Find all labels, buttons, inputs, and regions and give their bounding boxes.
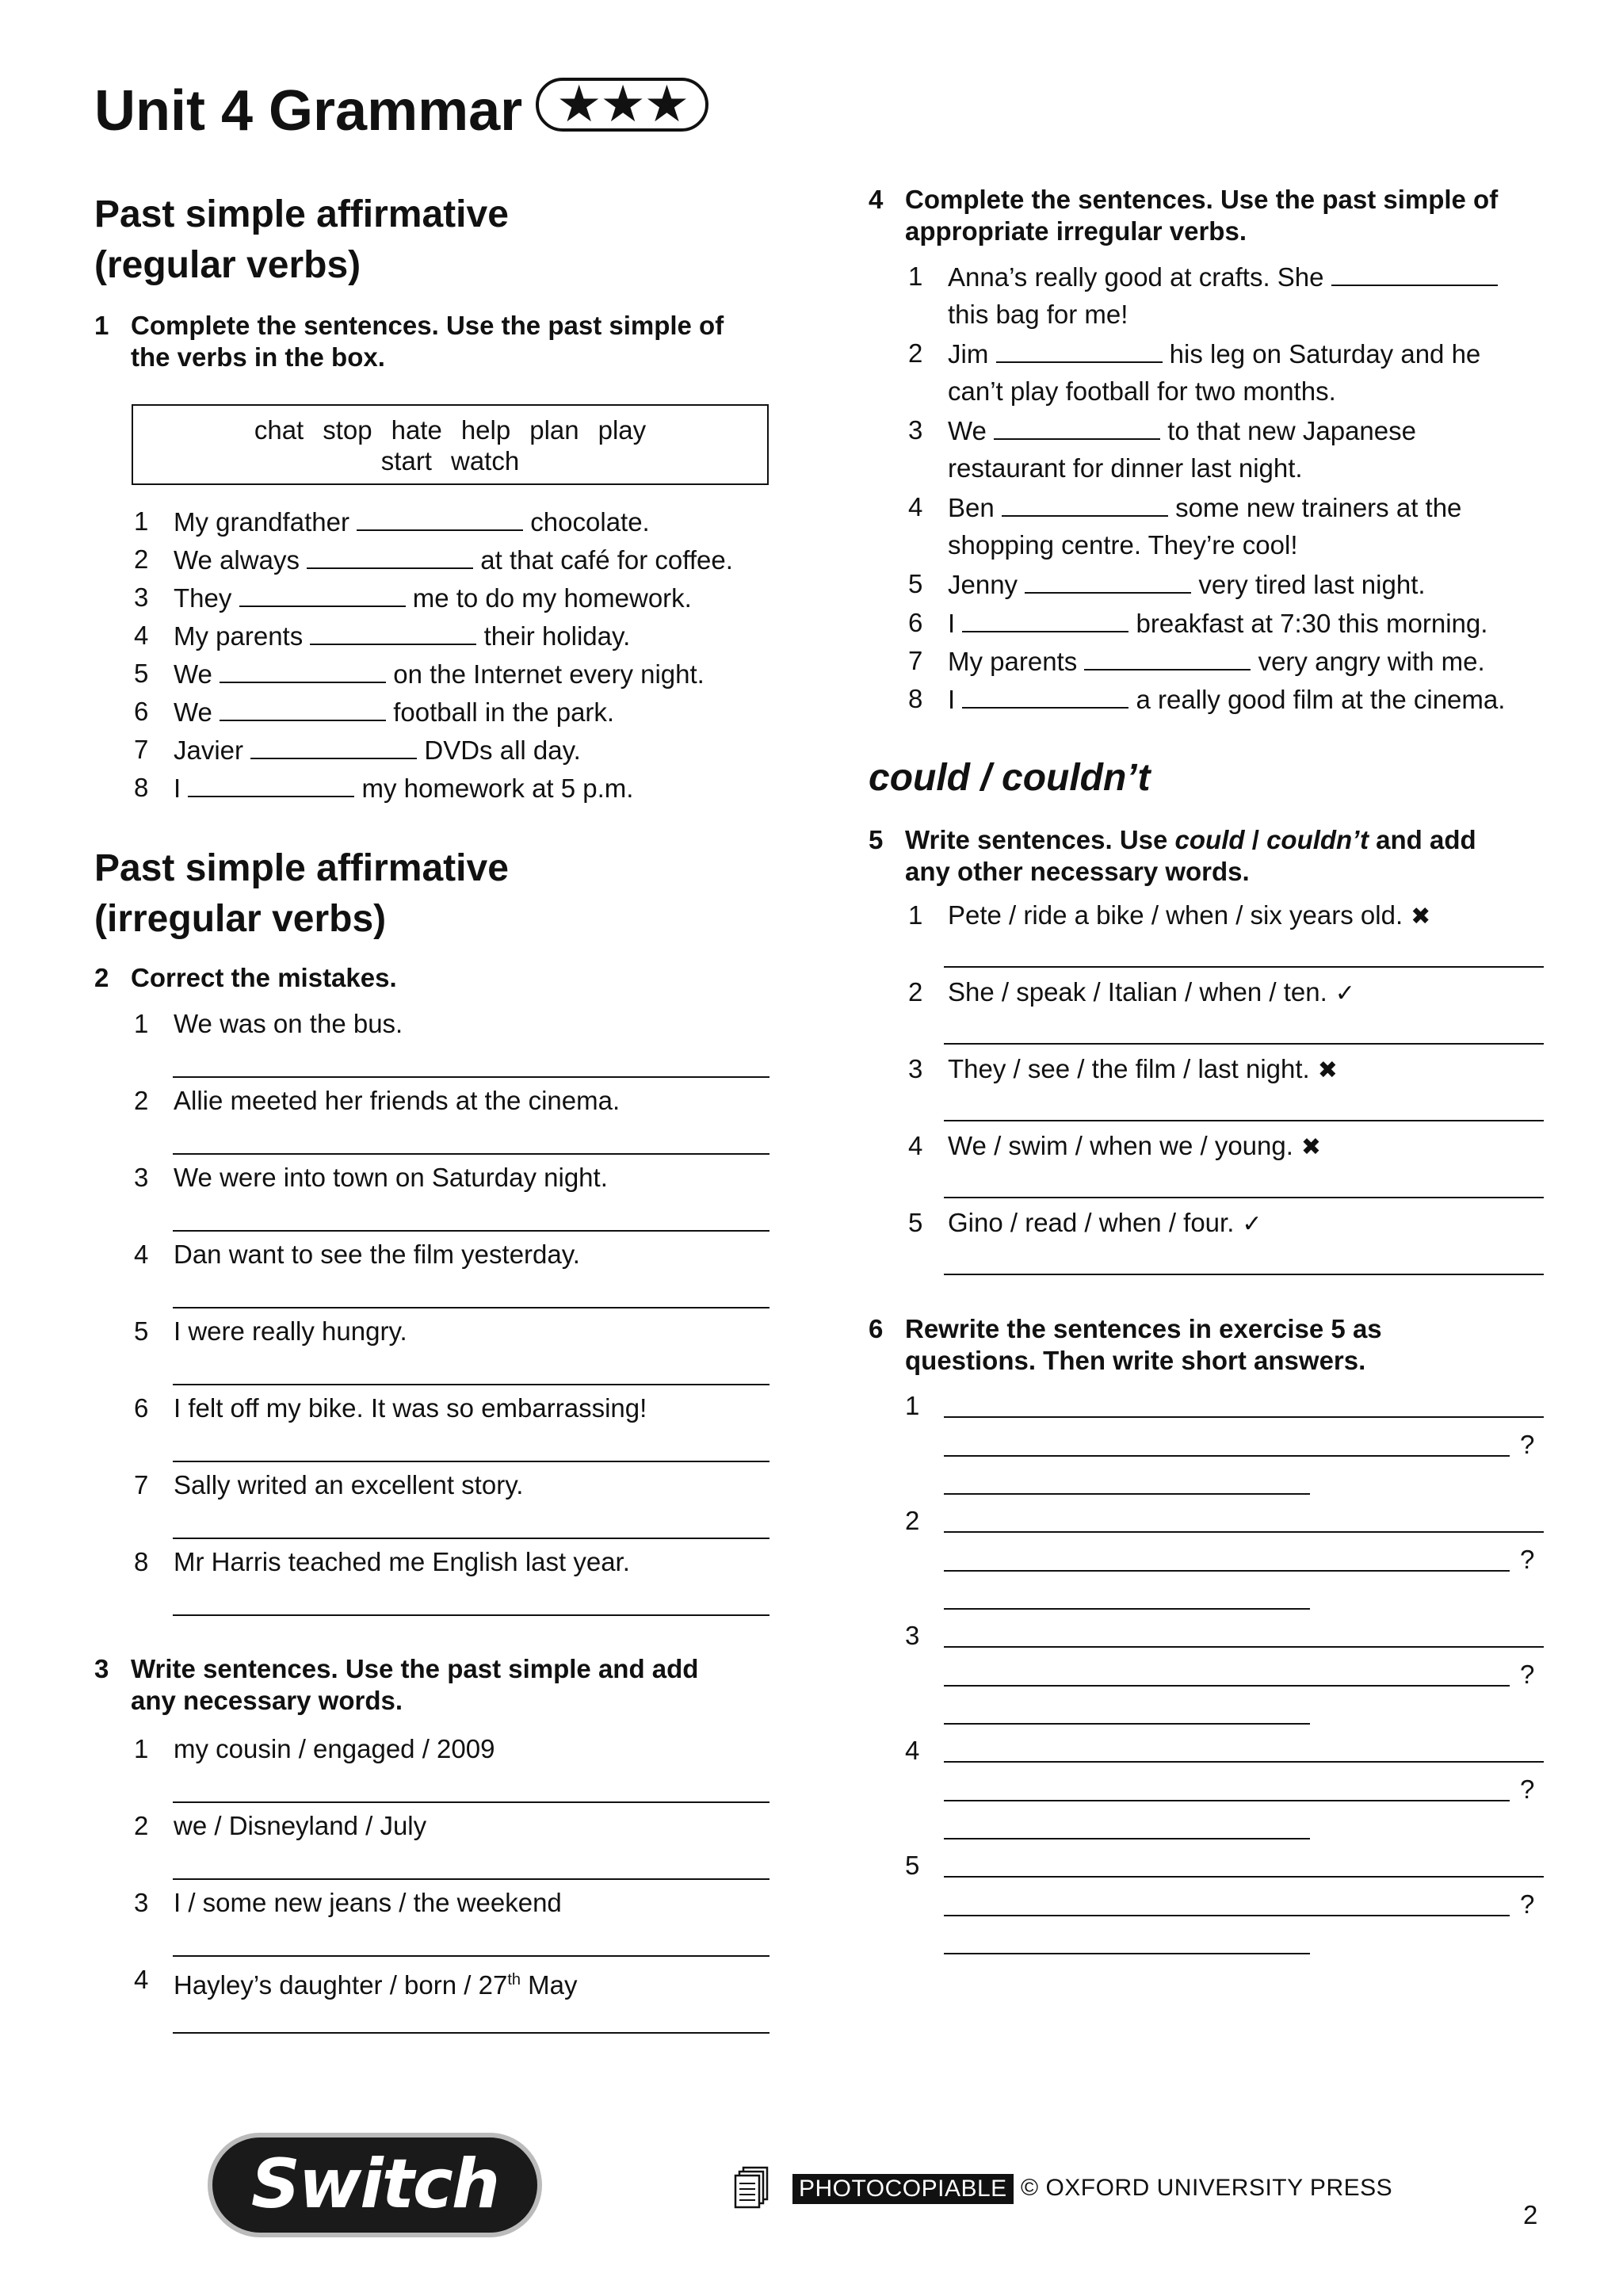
- item-number: 7: [134, 735, 149, 764]
- item-text-line-2: restaurant for dinner last night.: [948, 453, 1303, 483]
- item-number: 6: [908, 608, 923, 637]
- item-text: Sally writed an excellent story.: [174, 1470, 524, 1499]
- question-mark: ?: [1520, 1775, 1535, 1804]
- item-text: very tired last night.: [1198, 570, 1426, 599]
- word-box-row-2: [133, 445, 767, 476]
- answer-line[interactable]: [944, 1685, 1510, 1687]
- item-text: We / swim / when we / young.: [948, 1131, 1293, 1160]
- item-text: we / Disneyland / July: [174, 1811, 427, 1840]
- answer-line[interactable]: [173, 1076, 769, 1078]
- word: chat: [254, 415, 304, 445]
- item-number: 3: [908, 1054, 923, 1083]
- answer-line[interactable]: [944, 1646, 1544, 1648]
- item-number: 1: [134, 1734, 149, 1763]
- item-text: Javier: [174, 735, 244, 765]
- answer-line[interactable]: [944, 1761, 1544, 1763]
- word: play: [598, 415, 647, 445]
- item-text: chocolate.: [530, 507, 650, 537]
- answer-line[interactable]: [944, 1416, 1544, 1418]
- check-icon: ✓: [1335, 980, 1355, 1007]
- instruction-line-1: [905, 824, 1476, 856]
- photocopiable-badge: PHOTOCOPIABLE: [792, 2174, 1014, 2204]
- item-text-line-2: can’t play football for two months.: [948, 376, 1336, 406]
- cross-icon: ✖: [1317, 1057, 1338, 1083]
- short-answer-line[interactable]: [944, 1838, 1310, 1839]
- section-heading-regular-line1: Past simple affirmative: [94, 193, 509, 235]
- answer-line[interactable]: [944, 1043, 1544, 1045]
- word-box: [132, 404, 769, 485]
- answer-line[interactable]: [944, 1274, 1544, 1275]
- answer-line[interactable]: [173, 1461, 769, 1462]
- item-number: 4: [908, 492, 923, 521]
- item-text: I / some new jeans / the weekend: [174, 1888, 562, 1917]
- item-text: very angry with me.: [1258, 647, 1485, 676]
- item-text: We: [174, 659, 212, 689]
- item-text: my homework at 5 p.m.: [361, 774, 634, 803]
- item-text: We: [174, 697, 212, 727]
- item-number: 3: [134, 1163, 149, 1192]
- item-number: 6: [134, 697, 149, 726]
- short-answer-line[interactable]: [944, 1953, 1310, 1954]
- item-number: 4: [134, 1240, 149, 1269]
- instruction-line-2: questions. Then write short answers.: [905, 1346, 1366, 1375]
- answer-line[interactable]: [944, 1800, 1510, 1801]
- photocopy-icon: [734, 2166, 770, 2210]
- instruction-line-1: Rewrite the sentences in exercise 5 as: [905, 1314, 1382, 1343]
- answer-line[interactable]: [944, 1570, 1510, 1572]
- answer-line[interactable]: [944, 1455, 1510, 1457]
- item-number: 8: [134, 1547, 149, 1576]
- answer-line[interactable]: [173, 1384, 769, 1385]
- answer-line[interactable]: [173, 1153, 769, 1155]
- item-number: 7: [134, 1470, 149, 1499]
- answer-line[interactable]: [173, 1955, 769, 1957]
- answer-blank[interactable]: [962, 607, 1128, 632]
- section-heading-irregular-line1: Past simple affirmative: [94, 847, 509, 889]
- item-text: Gino / read / when / four.: [948, 1208, 1235, 1237]
- item-text: My parents: [948, 647, 1078, 676]
- item-number: 1: [908, 262, 923, 291]
- item-number: 1: [908, 900, 923, 930]
- item-text: I: [174, 774, 181, 803]
- short-answer-line[interactable]: [944, 1723, 1310, 1725]
- page-number: 2: [1523, 2200, 1538, 2229]
- item-text: some new trainers at the: [1175, 493, 1462, 522]
- word: start: [380, 446, 432, 476]
- item-text: She / speak / Italian / when / ten.: [948, 977, 1327, 1007]
- item-text: Anna’s really good at crafts. She: [948, 262, 1324, 292]
- item-text: Jenny: [948, 570, 1018, 599]
- word: hate: [391, 415, 442, 445]
- cross-icon: ✖: [1411, 904, 1431, 930]
- exercise-1-instruction: [94, 310, 769, 376]
- exercise-number: 1: [94, 311, 109, 340]
- item-text: Jim: [948, 339, 989, 369]
- section-heading-irregular-line2: (irregular verbs): [94, 898, 387, 940]
- instruction-line-2: any other necessary words.: [905, 857, 1250, 886]
- item-number: 5: [134, 1316, 149, 1346]
- item-number: 4: [134, 1965, 149, 1994]
- exercise-4-instruction: [869, 184, 1544, 250]
- instruction-line-2: the verbs in the box.: [131, 342, 385, 372]
- item-number: 4: [905, 1736, 920, 1765]
- cross-icon: ✖: [1300, 1134, 1322, 1160]
- publisher-credit: © OXFORD UNIVERSITY PRESS: [1021, 2175, 1393, 2201]
- answer-line[interactable]: [173, 2032, 769, 2034]
- exercise-number: 4: [869, 185, 884, 214]
- item-text: at that café for coffee.: [480, 545, 733, 575]
- item-text: Hayley’s daughter / born / 27: [174, 1970, 508, 2000]
- instruction-text: Write sentences. Use: [905, 825, 1175, 854]
- item-text: Ben: [948, 493, 995, 522]
- logo-text: Switch: [250, 2145, 499, 2224]
- item-number: 3: [908, 415, 923, 445]
- exercise-number: 3: [94, 1654, 109, 1683]
- item-text: We were into town on Saturday night.: [174, 1163, 608, 1192]
- word: help: [460, 415, 511, 445]
- item-number: 8: [908, 684, 923, 713]
- answer-line[interactable]: [944, 1915, 1510, 1916]
- item-number: 7: [908, 646, 923, 675]
- answer-line[interactable]: [944, 966, 1544, 968]
- answer-line[interactable]: [173, 1538, 769, 1539]
- answer-line[interactable]: [944, 1120, 1544, 1121]
- answer-line[interactable]: [173, 1878, 769, 1880]
- section-heading-could: could / couldn’t: [869, 757, 1151, 799]
- item-number: 5: [908, 1208, 923, 1237]
- item-number: 1: [134, 506, 149, 536]
- answer-blank[interactable]: [1002, 491, 1168, 517]
- item-text: me to do my homework.: [412, 583, 692, 613]
- item-text: We: [948, 416, 987, 445]
- item-number: 2: [905, 1506, 920, 1535]
- word: watch: [450, 446, 520, 476]
- answer-blank[interactable]: [220, 696, 386, 721]
- answer-blank[interactable]: [220, 658, 386, 683]
- answer-line[interactable]: [944, 1197, 1544, 1198]
- answer-blank[interactable]: [1025, 568, 1191, 594]
- difficulty-stars-icon: ★★★: [536, 78, 708, 132]
- item-number: 8: [134, 773, 149, 802]
- item-text: May: [521, 1970, 578, 2000]
- item-number: 2: [134, 1811, 149, 1840]
- item-text: Dan want to see the film yesterday.: [174, 1240, 580, 1269]
- item-text: Allie meeted her friends at the cinema.: [174, 1086, 621, 1115]
- item-number: 2: [134, 1086, 149, 1115]
- answer-blank[interactable]: [1084, 645, 1251, 670]
- answer-line[interactable]: [173, 1307, 769, 1308]
- answer-blank[interactable]: [307, 544, 473, 569]
- item-number: 4: [134, 621, 149, 650]
- answer-blank[interactable]: [239, 582, 406, 607]
- item-number: 2: [908, 338, 923, 368]
- instruction-line-1: Complete the sentences. Use the past simple of: [131, 311, 724, 340]
- exercise-6-instruction: [869, 1313, 1544, 1380]
- item-text: to that new Japanese: [1167, 416, 1416, 445]
- instruction-text: could: [1174, 825, 1245, 854]
- item-number: 5: [908, 569, 923, 598]
- instruction-line-1: Correct the mistakes.: [131, 963, 397, 992]
- item-number: 1: [905, 1391, 920, 1420]
- question-mark: ?: [1520, 1430, 1535, 1459]
- item-number: 1: [134, 1009, 149, 1038]
- answer-line[interactable]: [944, 1876, 1544, 1878]
- question-mark: ?: [1520, 1889, 1535, 1919]
- instruction-line-1: Complete the sentences. Use the past simple of: [905, 185, 1499, 214]
- item-text: I: [948, 609, 956, 638]
- answer-blank[interactable]: [188, 772, 354, 797]
- instruction-text: couldn’t: [1266, 825, 1369, 854]
- item-number: 3: [134, 583, 149, 612]
- item-text: My grandfather: [174, 507, 349, 537]
- item-text: DVDs all day.: [424, 735, 581, 765]
- item-text: his leg on Saturday and he: [1169, 339, 1481, 369]
- item-text: on the Internet every night.: [393, 659, 705, 689]
- switch-logo: [208, 2133, 542, 2237]
- item-number: 2: [908, 977, 923, 1007]
- answer-line[interactable]: [944, 1531, 1544, 1533]
- item-number: 6: [134, 1393, 149, 1423]
- answer-line[interactable]: [173, 1801, 769, 1803]
- word: stop: [323, 415, 372, 445]
- instruction-text: and add: [1368, 825, 1476, 854]
- answer-blank[interactable]: [357, 506, 523, 531]
- item-text: They / see / the film / last night.: [948, 1054, 1310, 1083]
- item-text: They: [174, 583, 232, 613]
- answer-line[interactable]: [173, 1614, 769, 1616]
- item-text: their holiday.: [483, 621, 631, 651]
- answer-blank[interactable]: [996, 338, 1163, 363]
- item-number: 3: [134, 1888, 149, 1917]
- answer-line[interactable]: [173, 1230, 769, 1232]
- item-text: my cousin / engaged / 2009: [174, 1734, 495, 1763]
- ordinal-suffix: th: [507, 1971, 521, 1988]
- exercise-number: 6: [869, 1314, 884, 1343]
- item-text: breakfast at 7:30 this morning.: [1136, 609, 1488, 638]
- short-answer-line[interactable]: [944, 1493, 1310, 1495]
- item-text: Pete / ride a bike / when / six years old.: [948, 900, 1403, 930]
- section-heading-regular-line2: (regular verbs): [94, 244, 361, 286]
- instruction-line-1: Write sentences. Use the past simple and add: [131, 1654, 699, 1683]
- item-text: I: [948, 685, 956, 714]
- question-mark: ?: [1520, 1545, 1535, 1574]
- page-title: Unit 4 Grammar: [94, 79, 523, 143]
- word-box-row-1: [133, 415, 767, 445]
- item-text: I were really hungry.: [174, 1316, 407, 1346]
- item-number: 5: [905, 1851, 920, 1880]
- exercise-number: 5: [869, 825, 884, 854]
- question-mark: ?: [1520, 1660, 1535, 1689]
- item-text: a really good film at the cinema.: [1136, 685, 1506, 714]
- item-text: We always: [174, 545, 300, 575]
- exercise-number: 2: [94, 963, 109, 992]
- answer-blank[interactable]: [250, 734, 417, 759]
- item-text-line-2: this bag for me!: [948, 300, 1128, 329]
- answer-blank[interactable]: [310, 620, 476, 645]
- item-number: 4: [908, 1131, 923, 1160]
- item-text: football in the park.: [393, 697, 615, 727]
- exercise-2-instruction: [94, 962, 769, 995]
- instruction-line-2: appropriate irregular verbs.: [905, 216, 1247, 246]
- item-text: Mr Harris teached me English last year.: [174, 1547, 630, 1576]
- item-text: My parents: [174, 621, 304, 651]
- answer-blank[interactable]: [994, 415, 1160, 440]
- answer-blank[interactable]: [962, 683, 1128, 709]
- exercise-3-instruction: [94, 1653, 769, 1720]
- item-text: We was on the bus.: [174, 1009, 403, 1038]
- answer-blank[interactable]: [1331, 261, 1498, 286]
- short-answer-line[interactable]: [944, 1608, 1310, 1610]
- item-text-line-2: shopping centre. They’re cool!: [948, 530, 1298, 560]
- item-number: 5: [134, 659, 149, 688]
- exercise-5-instruction: [869, 824, 1544, 891]
- item-number: 2: [134, 544, 149, 574]
- instruction-text: /: [1244, 825, 1267, 854]
- word: plan: [529, 415, 579, 445]
- item-number: 3: [905, 1621, 920, 1650]
- instruction-line-2: any necessary words.: [131, 1686, 403, 1715]
- item-text: I felt off my bike. It was so embarrassing!: [174, 1393, 647, 1423]
- check-icon: ✓: [1242, 1211, 1262, 1237]
